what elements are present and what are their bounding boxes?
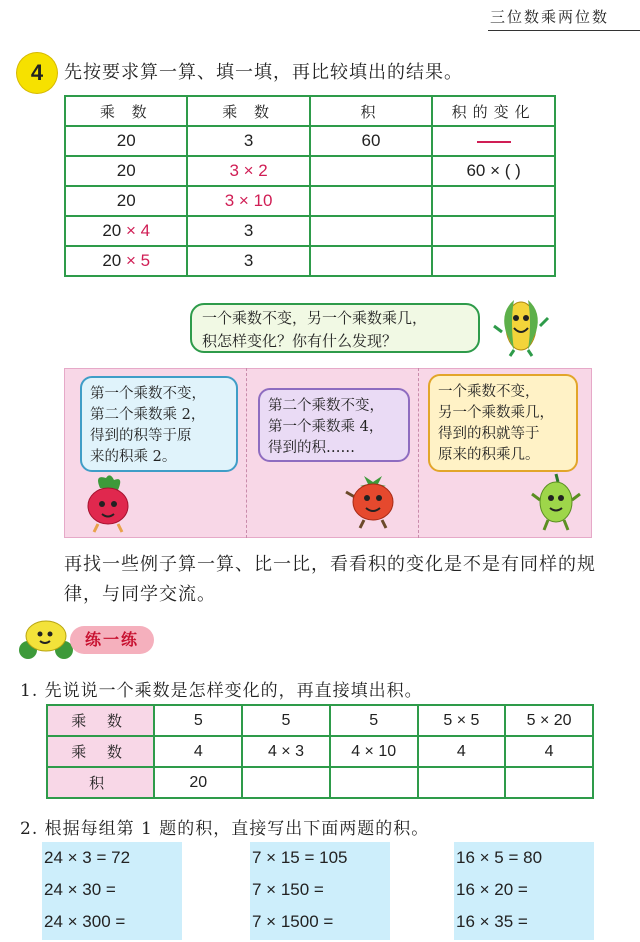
panel-divider xyxy=(246,368,247,538)
table-cell: 5 × 5 xyxy=(418,705,506,736)
cell-change-blank[interactable] xyxy=(432,216,555,246)
cell-factor-2: 3 xyxy=(187,216,309,246)
table-cell: 4 × 3 xyxy=(242,736,330,767)
pepper-character-icon xyxy=(528,470,584,532)
calc-group-3: 16 × 5 = 80 16 × 20 = 16 × 35 = xyxy=(454,842,594,940)
header-product-change: 积的变化 xyxy=(432,96,555,126)
problem-number-badge: 4 xyxy=(20,56,54,90)
red-dash xyxy=(477,141,511,143)
cell-factor-1: 20 xyxy=(65,156,187,186)
answer-cell[interactable] xyxy=(505,767,593,798)
answer-cell[interactable] xyxy=(242,767,330,798)
cell-product-blank[interactable] xyxy=(310,246,432,276)
practice-table xyxy=(46,704,594,799)
cell-factor-1: 20 xyxy=(65,186,187,216)
table-cell: 5 xyxy=(154,705,242,736)
corn-speech-bubble: 一个乘数不变，另一个乘数乘几， 积怎样变化？你有什么发现？ xyxy=(190,303,480,353)
cell-change-blank[interactable] xyxy=(432,246,555,276)
cell-factor-1: 20 × 4 xyxy=(65,216,187,246)
corn-character-icon xyxy=(492,292,550,358)
speech-bubble-2: 第二个乘数不变， 第一个乘数乘 4， 得到的积…… xyxy=(258,388,410,462)
calc-group-2: 7 × 15 = 105 7 × 150 = 7 × 1500 = xyxy=(250,842,390,940)
header-factor-1: 乘 数 xyxy=(65,96,187,126)
table-row xyxy=(65,126,555,156)
cell-change-dash xyxy=(432,126,555,156)
cell-factor-1: 20 xyxy=(65,126,187,156)
practice-question-1: 1. 先说说一个乘数是怎样变化的，再直接填出积。 xyxy=(20,681,423,701)
row-label: 乘 数 xyxy=(47,705,154,736)
table-row xyxy=(65,156,555,186)
panel-divider xyxy=(418,368,419,538)
table-cell: 5 xyxy=(330,705,418,736)
calc-group-1: 24 × 3 = 72 24 × 30 = 24 × 300 = xyxy=(42,842,182,940)
cell-factor-1: 20 × 5 xyxy=(65,246,187,276)
row-label: 积 xyxy=(47,767,154,798)
table-cell: 4 × 10 xyxy=(330,736,418,767)
product-change-table xyxy=(64,95,556,277)
table-row xyxy=(47,767,593,798)
cell-factor-2: 3 × 10 xyxy=(187,186,309,216)
table-row xyxy=(65,186,555,216)
table-row xyxy=(65,246,555,276)
practice-banner: 练一练 xyxy=(70,626,154,654)
answer-cell[interactable] xyxy=(330,767,418,798)
table-header-row xyxy=(65,96,555,126)
radish-character-icon xyxy=(80,474,136,534)
table-row xyxy=(47,736,593,767)
table-cell: 20 xyxy=(154,767,242,798)
table-cell: 4 xyxy=(154,736,242,767)
chapter-title: 三位数乘两位数 xyxy=(490,8,610,26)
table-row xyxy=(65,216,555,246)
explore-paragraph: 再找一些例子算一算、比一比，看看积的变化是不是有同样的规律，与同学交流。 xyxy=(64,554,596,605)
cell-product-blank[interactable] xyxy=(310,186,432,216)
table-row xyxy=(47,705,593,736)
cell-product-blank[interactable] xyxy=(310,216,432,246)
tomato-character-icon xyxy=(342,464,404,530)
practice-question-2: 2. 根据每组第 1 题的积，直接写出下面两题的积。 xyxy=(20,819,430,839)
header-product: 积 xyxy=(310,96,432,126)
cell-change-blank[interactable] xyxy=(432,186,555,216)
table-cell: 5 xyxy=(242,705,330,736)
speech-bubble-3: 一个乘数不变， 另一个乘数乘几， 得到的积就等于 原来的积乘几。 xyxy=(428,374,578,472)
lemon-character-icon xyxy=(14,614,78,660)
header-rule xyxy=(488,30,640,31)
row-label: 乘 数 xyxy=(47,736,154,767)
problem-instruction: 先按要求算一算、填一填，再比较填出的结果。 xyxy=(64,62,463,83)
cell-change[interactable]: 60 × ( ) xyxy=(432,156,555,186)
table-cell: 4 xyxy=(418,736,506,767)
cell-product-blank[interactable] xyxy=(310,156,432,186)
cell-factor-2: 3 xyxy=(187,246,309,276)
answer-cell[interactable] xyxy=(418,767,506,798)
table-cell: 5 × 20 xyxy=(505,705,593,736)
cell-factor-2: 3 xyxy=(187,126,309,156)
speech-bubble-1: 第一个乘数不变， 第二个乘数乘 2， 得到的积等于原 来的积乘 2。 xyxy=(80,376,238,472)
header-factor-2: 乘 数 xyxy=(187,96,309,126)
table-cell: 4 xyxy=(505,736,593,767)
cell-factor-2: 3 × 2 xyxy=(187,156,309,186)
cell-product: 60 xyxy=(310,126,432,156)
